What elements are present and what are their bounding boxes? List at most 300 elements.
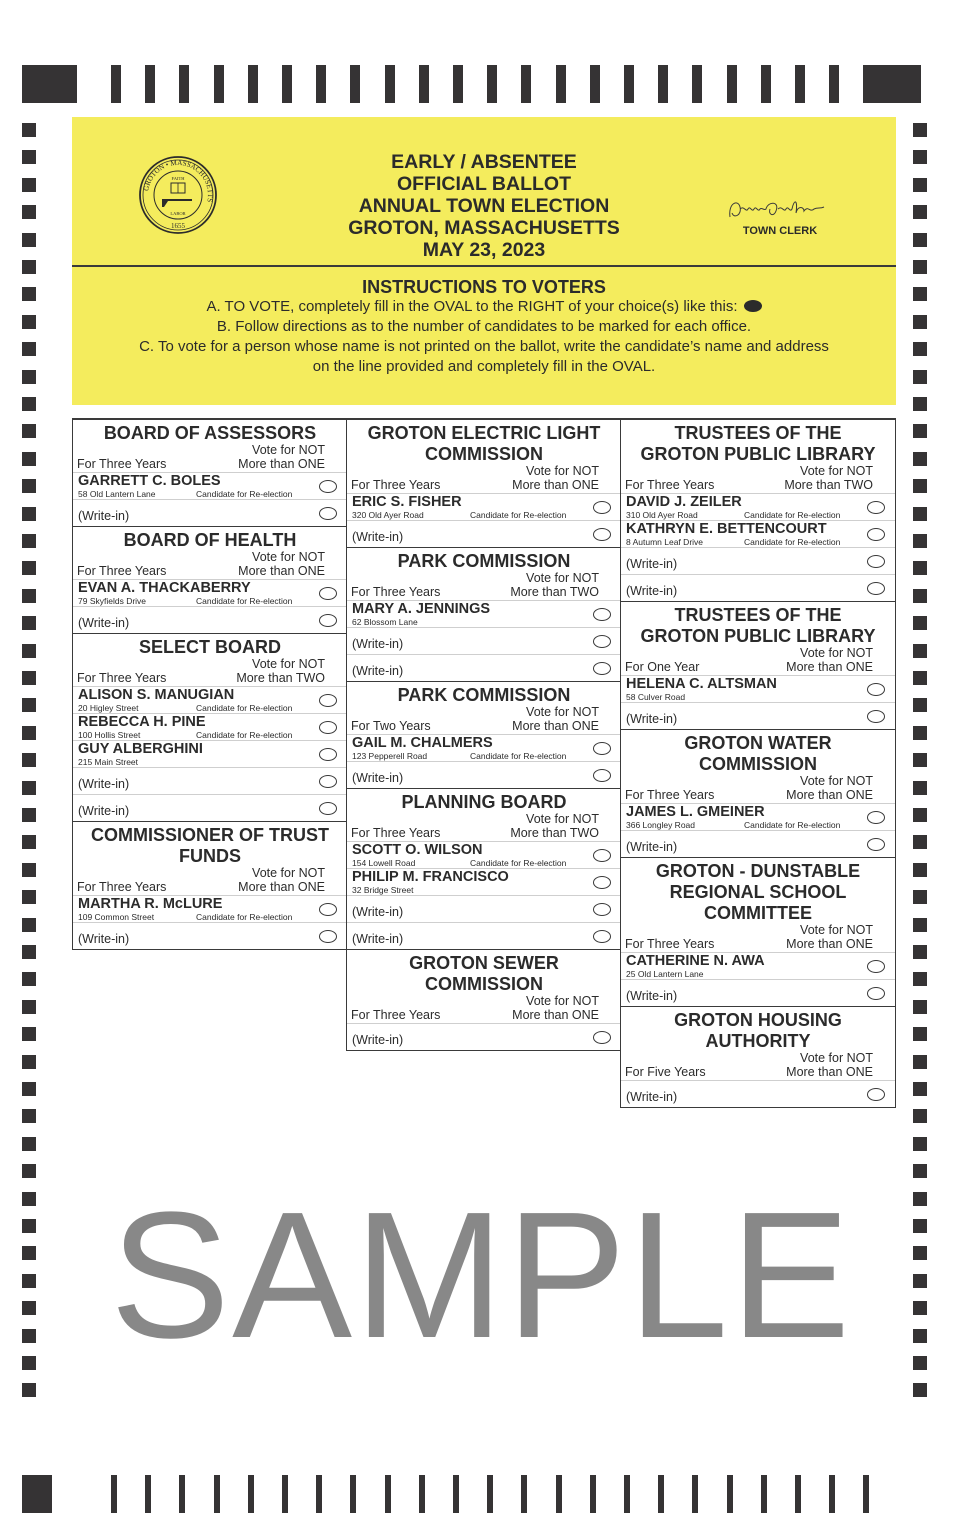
timing-square — [913, 1246, 927, 1260]
timing-bar — [795, 1475, 801, 1513]
vote-oval[interactable] — [593, 635, 611, 648]
race-section — [73, 634, 347, 822]
timing-square — [913, 1027, 927, 1041]
race-title-line: PARK COMMISSION — [397, 685, 571, 705]
race-title-line: AUTHORITY — [705, 1031, 811, 1051]
race-title-line: PLANNING BOARD — [401, 792, 567, 812]
write-in-label: (Write-in) — [78, 804, 130, 818]
timing-square — [22, 1000, 36, 1014]
candidate-row — [347, 842, 621, 869]
write-in-label: (Write-in) — [626, 1090, 678, 1104]
timing-square — [913, 424, 927, 438]
write-in-label: (Write-in) — [352, 771, 404, 785]
candidate-row — [347, 735, 621, 762]
write-in-row[interactable] — [621, 831, 895, 857]
timing-square — [22, 397, 36, 411]
write-in-row[interactable] — [347, 628, 621, 655]
candidate-row — [621, 521, 895, 548]
svg-text:1655: 1655 — [171, 222, 185, 230]
race-section — [621, 858, 895, 1007]
write-in-row[interactable] — [73, 795, 347, 821]
write-in-row[interactable] — [73, 607, 347, 633]
timing-bar — [692, 1475, 698, 1513]
timing-square — [913, 260, 927, 274]
timing-square — [22, 945, 36, 959]
write-in-label: (Write-in) — [626, 989, 678, 1003]
timing-bar — [419, 65, 429, 103]
timing-block — [866, 65, 921, 103]
candidate-name: MARTHA R. McLURE — [78, 896, 223, 912]
candidate-name: REBECCA H. PINE — [78, 714, 206, 730]
race-meta — [621, 775, 895, 804]
vote-limit — [512, 464, 599, 492]
vote-limit-line1: Vote for NOT — [526, 705, 599, 719]
race-meta — [347, 813, 621, 842]
filled-oval-example-icon — [744, 300, 762, 312]
race-section — [621, 602, 895, 730]
race-section — [73, 822, 347, 949]
candidate-row — [73, 741, 347, 768]
write-in-row[interactable] — [347, 896, 621, 923]
candidate-address: 32 Bridge Street — [352, 885, 414, 895]
vote-oval[interactable] — [319, 614, 337, 627]
vote-oval[interactable] — [867, 811, 885, 824]
candidate-address: 310 Old Ayer Road — [626, 510, 698, 520]
race-title-line: GROTON HOUSING — [674, 1010, 842, 1030]
race-meta — [73, 551, 347, 580]
race-title-line: GROTON ELECTRIC LIGHT — [367, 423, 601, 443]
timing-bar — [556, 65, 566, 103]
candidate-address: 100 Hollis Street — [78, 730, 141, 740]
timing-bar — [761, 1475, 767, 1513]
term-length: For Three Years — [77, 457, 167, 471]
vote-oval[interactable] — [319, 930, 337, 943]
write-in-row[interactable] — [73, 500, 347, 526]
vote-limit-line2: More than ONE — [786, 1065, 873, 1079]
ballot-column-1 — [72, 418, 348, 950]
race-meta — [347, 706, 621, 735]
title-line: ANNUAL TOWN ELECTION — [358, 195, 610, 217]
vote-limit-line2: More than ONE — [238, 457, 325, 471]
vote-oval[interactable] — [593, 742, 611, 755]
vote-oval[interactable] — [319, 748, 337, 761]
term-length: For Three Years — [351, 826, 441, 840]
vote-limit-line2: More than TWO — [510, 826, 599, 840]
vote-limit-line1: Vote for NOT — [800, 464, 873, 478]
vote-limit-line2: More than TWO — [510, 585, 599, 599]
vote-oval[interactable] — [867, 710, 885, 723]
instruction-c1: C. To vote for a person whose name is not printed on the ballot, write the candidate’s name and address — [139, 338, 829, 355]
vote-oval[interactable] — [593, 608, 611, 621]
candidate-name: PHILIP M. FRANCISCO — [352, 869, 509, 885]
vote-oval[interactable] — [319, 587, 337, 600]
timing-square — [22, 1137, 36, 1151]
candidate-address: 154 Lowell Road — [352, 858, 416, 868]
instruction-c2: on the line provided and completely fill in the OVAL. — [312, 358, 656, 375]
race-title — [347, 682, 621, 706]
vote-oval[interactable] — [593, 769, 611, 782]
timing-square — [22, 835, 36, 849]
term-length: For Three Years — [625, 478, 715, 492]
candidate-note: Candidate for Re-election — [196, 489, 293, 499]
timing-square — [22, 507, 36, 521]
race-section — [73, 527, 347, 634]
vote-limit-line2: More than TWO — [784, 478, 873, 492]
timing-square — [22, 205, 36, 219]
write-in-row[interactable] — [73, 923, 347, 949]
write-in-row[interactable] — [347, 1024, 621, 1050]
timing-square — [913, 397, 927, 411]
vote-oval[interactable] — [593, 930, 611, 943]
vote-oval[interactable] — [593, 849, 611, 862]
timing-bar — [350, 1475, 356, 1513]
timing-bar — [727, 1475, 733, 1513]
vote-limit — [510, 571, 599, 599]
vote-limit-line1: Vote for NOT — [800, 646, 873, 660]
race-title-line: COMMISSION — [424, 974, 543, 994]
timing-square — [913, 1082, 927, 1096]
timing-square — [913, 644, 927, 658]
vote-limit — [512, 994, 599, 1022]
timing-square — [913, 342, 927, 356]
race-title-line: REGIONAL SCHOOL — [669, 882, 847, 902]
vote-oval[interactable] — [867, 683, 885, 696]
race-title-line: GROTON - DUNSTABLE — [655, 861, 861, 881]
race-title — [347, 789, 621, 813]
candidate-row — [347, 494, 621, 521]
vote-limit-line2: More than ONE — [786, 937, 873, 951]
candidate-row — [347, 601, 621, 628]
vote-limit — [784, 464, 873, 492]
timing-square — [913, 1164, 927, 1178]
write-in-row[interactable] — [621, 703, 895, 729]
candidate-row — [73, 473, 347, 500]
instruction-a-text: A. TO VOTE, completely fill in the OVAL to the RIGHT of your choice(s) like this: — [206, 298, 738, 315]
timing-square — [913, 589, 927, 603]
term-length: For Three Years — [77, 671, 167, 685]
write-in-label: (Write-in) — [352, 664, 404, 678]
race-title — [621, 730, 895, 775]
term-length: For Three Years — [351, 478, 441, 492]
term-length: For Three Years — [77, 880, 167, 894]
timing-square — [913, 370, 927, 384]
race-section — [347, 548, 621, 682]
timing-square — [22, 342, 36, 356]
timing-square — [22, 972, 36, 986]
candidate-note: Candidate for Re-election — [196, 596, 293, 606]
write-in-row[interactable] — [347, 923, 621, 949]
timing-square — [913, 1192, 927, 1206]
vote-limit-line2: More than ONE — [512, 1008, 599, 1022]
race-title-line: TRUSTEES OF THE — [674, 605, 842, 625]
write-in-row[interactable] — [73, 768, 347, 795]
write-in-label: (Write-in) — [78, 777, 130, 791]
candidate-address: 109 Common Street — [78, 912, 155, 922]
candidate-name: ALISON S. MANUGIAN — [78, 687, 235, 703]
ballot-column-3 — [620, 418, 896, 1108]
write-in-row[interactable] — [621, 980, 895, 1006]
timing-bar — [863, 1475, 869, 1513]
vote-oval[interactable] — [319, 775, 337, 788]
term-length: For Three Years — [77, 564, 167, 578]
vote-oval[interactable] — [867, 501, 885, 514]
timing-square — [913, 863, 927, 877]
candidate-note: Candidate for Re-election — [744, 820, 841, 830]
vote-oval[interactable] — [319, 802, 337, 815]
vote-limit-line2: More than ONE — [512, 719, 599, 733]
title-line: MAY 23, 2023 — [422, 239, 546, 261]
clerk-signature-icon — [724, 195, 844, 225]
candidate-address: 8 Autumn Leaf Drive — [626, 537, 704, 547]
vote-oval[interactable] — [867, 838, 885, 851]
candidate-name: MARY A. JENNINGS — [352, 601, 491, 617]
candidate-row — [621, 953, 895, 980]
vote-limit-line2: More than ONE — [238, 880, 325, 894]
write-in-label: (Write-in) — [78, 932, 130, 946]
vote-oval[interactable] — [867, 1088, 885, 1101]
vote-oval[interactable] — [593, 903, 611, 916]
vote-oval[interactable] — [867, 960, 885, 973]
vote-limit-line1: Vote for NOT — [252, 866, 325, 880]
ballot-header — [72, 117, 896, 405]
timing-square — [22, 287, 36, 301]
vote-limit — [236, 657, 325, 685]
race-title-line: GROTON WATER — [684, 733, 832, 753]
timing-square — [913, 534, 927, 548]
timing-square — [913, 808, 927, 822]
candidate-address: 123 Pepperell Road — [352, 751, 428, 761]
timing-bar — [658, 65, 668, 103]
vote-oval[interactable] — [867, 555, 885, 568]
timing-square — [22, 1109, 36, 1123]
timing-bar — [214, 65, 224, 103]
vote-oval[interactable] — [867, 528, 885, 541]
vote-oval[interactable] — [319, 480, 337, 493]
vote-oval[interactable] — [593, 1031, 611, 1044]
write-in-label: (Write-in) — [626, 584, 678, 598]
timing-bar — [624, 1475, 630, 1513]
candidate-row — [621, 494, 895, 521]
write-in-label: (Write-in) — [626, 557, 678, 571]
candidate-name: GUY ALBERGHINI — [78, 741, 203, 757]
race-title — [347, 950, 621, 995]
timing-square — [22, 1055, 36, 1069]
candidate-address: 20 Higley Street — [78, 703, 139, 713]
svg-text:GROTON • MASSACHUSETTS: GROTON • MASSACHUSETTS — [142, 158, 215, 203]
timing-square — [22, 178, 36, 192]
race-section — [347, 682, 621, 789]
write-in-row[interactable] — [347, 521, 621, 547]
vote-oval[interactable] — [593, 501, 611, 514]
candidate-name: JAMES L. GMEINER — [626, 804, 765, 820]
timing-bar — [385, 1475, 391, 1513]
timing-square — [22, 479, 36, 493]
race-title-line: COMMITTEE — [704, 903, 812, 923]
timing-square — [913, 1055, 927, 1069]
vote-oval[interactable] — [319, 507, 337, 520]
candidate-name: CATHERINE N. AWA — [626, 953, 765, 969]
timing-square — [913, 1219, 927, 1233]
timing-bar — [248, 1475, 254, 1513]
timing-square — [913, 561, 927, 575]
timing-bar — [829, 65, 839, 103]
timing-bar — [248, 65, 258, 103]
header-divider — [72, 265, 896, 267]
candidate-note: Candidate for Re-election — [470, 751, 567, 761]
vote-limit-line1: Vote for NOT — [252, 443, 325, 457]
write-in-label: (Write-in) — [352, 932, 404, 946]
race-meta — [621, 465, 895, 494]
timing-square — [22, 1329, 36, 1343]
timing-square — [913, 452, 927, 466]
timing-square — [913, 918, 927, 932]
vote-limit — [238, 550, 325, 578]
timing-square — [22, 123, 36, 137]
write-in-label: (Write-in) — [352, 637, 404, 651]
write-in-label: (Write-in) — [352, 530, 404, 544]
timing-square — [913, 315, 927, 329]
timing-bar — [521, 1475, 527, 1513]
vote-oval[interactable] — [319, 694, 337, 707]
race-section — [621, 420, 895, 602]
timing-square — [22, 260, 36, 274]
candidate-address: 215 Main Street — [78, 757, 139, 767]
candidate-address: 320 Old Ayer Road — [352, 510, 424, 520]
timing-square — [913, 178, 927, 192]
write-in-label: (Write-in) — [78, 616, 130, 630]
vote-oval[interactable] — [593, 662, 611, 675]
title-line: OFFICIAL BALLOT — [396, 173, 572, 195]
timing-square — [913, 287, 927, 301]
timing-square — [22, 1082, 36, 1096]
term-length: For Three Years — [351, 585, 441, 599]
timing-bar — [111, 65, 121, 103]
candidate-name: GARRETT C. BOLES — [78, 473, 221, 489]
candidate-address: 25 Old Lantern Lane — [626, 969, 704, 979]
timing-square — [22, 726, 36, 740]
write-in-row[interactable] — [621, 1081, 895, 1107]
candidate-row — [73, 687, 347, 714]
vote-oval[interactable] — [593, 528, 611, 541]
race-meta — [621, 924, 895, 953]
candidate-address: 62 Blossom Lane — [352, 617, 418, 627]
candidate-note: Candidate for Re-election — [196, 730, 293, 740]
race-title-line: TRUSTEES OF THE — [674, 423, 842, 443]
timing-square — [913, 150, 927, 164]
vote-limit-line2: More than ONE — [512, 478, 599, 492]
candidate-note: Candidate for Re-election — [744, 510, 841, 520]
svg-text:FAITH: FAITH — [171, 176, 185, 181]
race-title — [621, 420, 895, 465]
timing-bar — [316, 1475, 322, 1513]
term-length: For Three Years — [351, 1008, 441, 1022]
candidate-address: 58 Culver Road — [626, 692, 686, 702]
timing-bar — [761, 65, 771, 103]
timing-square — [22, 233, 36, 247]
vote-limit — [786, 774, 873, 802]
timing-square — [22, 1356, 36, 1370]
vote-oval[interactable] — [867, 582, 885, 595]
timing-bar — [658, 1475, 664, 1513]
timing-square — [913, 205, 927, 219]
race-meta — [347, 572, 621, 601]
timing-square — [22, 890, 36, 904]
timing-square — [913, 1137, 927, 1151]
candidate-name: KATHRYN E. BETTENCOURT — [626, 521, 827, 537]
race-title-line: GROTON PUBLIC LIBRARY — [640, 444, 876, 464]
timing-bar — [624, 65, 634, 103]
race-meta — [73, 444, 347, 473]
timing-bar — [453, 1475, 459, 1513]
timing-square — [22, 1301, 36, 1315]
svg-text:LABOR: LABOR — [170, 211, 186, 216]
timing-square — [22, 589, 36, 603]
vote-limit — [510, 812, 599, 840]
vote-oval[interactable] — [593, 876, 611, 889]
write-in-row[interactable] — [347, 762, 621, 788]
timing-square — [913, 507, 927, 521]
timing-bar — [453, 65, 463, 103]
vote-limit-line1: Vote for NOT — [252, 657, 325, 671]
candidate-name: ERIC S. FISHER — [352, 494, 462, 510]
race-title-line: GROTON SEWER — [409, 953, 559, 973]
timing-square — [22, 315, 36, 329]
candidate-name: DAVID J. ZEILER — [626, 494, 742, 510]
write-in-label: (Write-in) — [352, 1033, 404, 1047]
instructions-title: INSTRUCTIONS TO VOTERS — [362, 277, 606, 297]
vote-limit-line2: More than ONE — [786, 660, 873, 674]
race-section — [621, 730, 895, 858]
timing-bar — [727, 65, 737, 103]
write-in-row[interactable] — [621, 548, 895, 575]
write-in-row[interactable] — [621, 575, 895, 601]
race-title — [621, 858, 895, 924]
town-clerk-label: TOWN CLERK — [742, 225, 818, 237]
sample-watermark: SAMPLE — [110, 1175, 853, 1376]
write-in-row[interactable] — [347, 655, 621, 681]
timing-bar — [282, 65, 292, 103]
timing-square — [22, 644, 36, 658]
vote-oval[interactable] — [319, 721, 337, 734]
timing-square — [22, 561, 36, 575]
race-title-line: BOARD OF HEALTH — [123, 530, 297, 550]
title-line: GROTON, MASSACHUSETTS — [348, 217, 620, 239]
timing-square — [22, 671, 36, 685]
timing-square — [913, 1301, 927, 1315]
candidate-name: GAIL M. CHALMERS — [352, 735, 493, 751]
timing-bar — [145, 65, 155, 103]
term-length: For Three Years — [625, 937, 715, 951]
timing-square — [22, 698, 36, 712]
candidate-name: SCOTT O. WILSON — [352, 842, 483, 858]
timing-square — [913, 726, 927, 740]
vote-oval[interactable] — [319, 903, 337, 916]
vote-limit-line1: Vote for NOT — [252, 550, 325, 564]
timing-bar — [829, 1475, 835, 1513]
candidate-address: 366 Longley Road — [626, 820, 696, 830]
timing-square — [22, 1164, 36, 1178]
vote-oval[interactable] — [867, 987, 885, 1000]
race-section — [347, 950, 621, 1050]
race-meta — [347, 465, 621, 494]
timing-square — [22, 1027, 36, 1041]
timing-square — [22, 616, 36, 630]
vote-limit — [512, 705, 599, 733]
vote-limit-line1: Vote for NOT — [526, 464, 599, 478]
timing-square — [913, 945, 927, 959]
race-title — [73, 634, 347, 658]
timing-square — [22, 1192, 36, 1206]
